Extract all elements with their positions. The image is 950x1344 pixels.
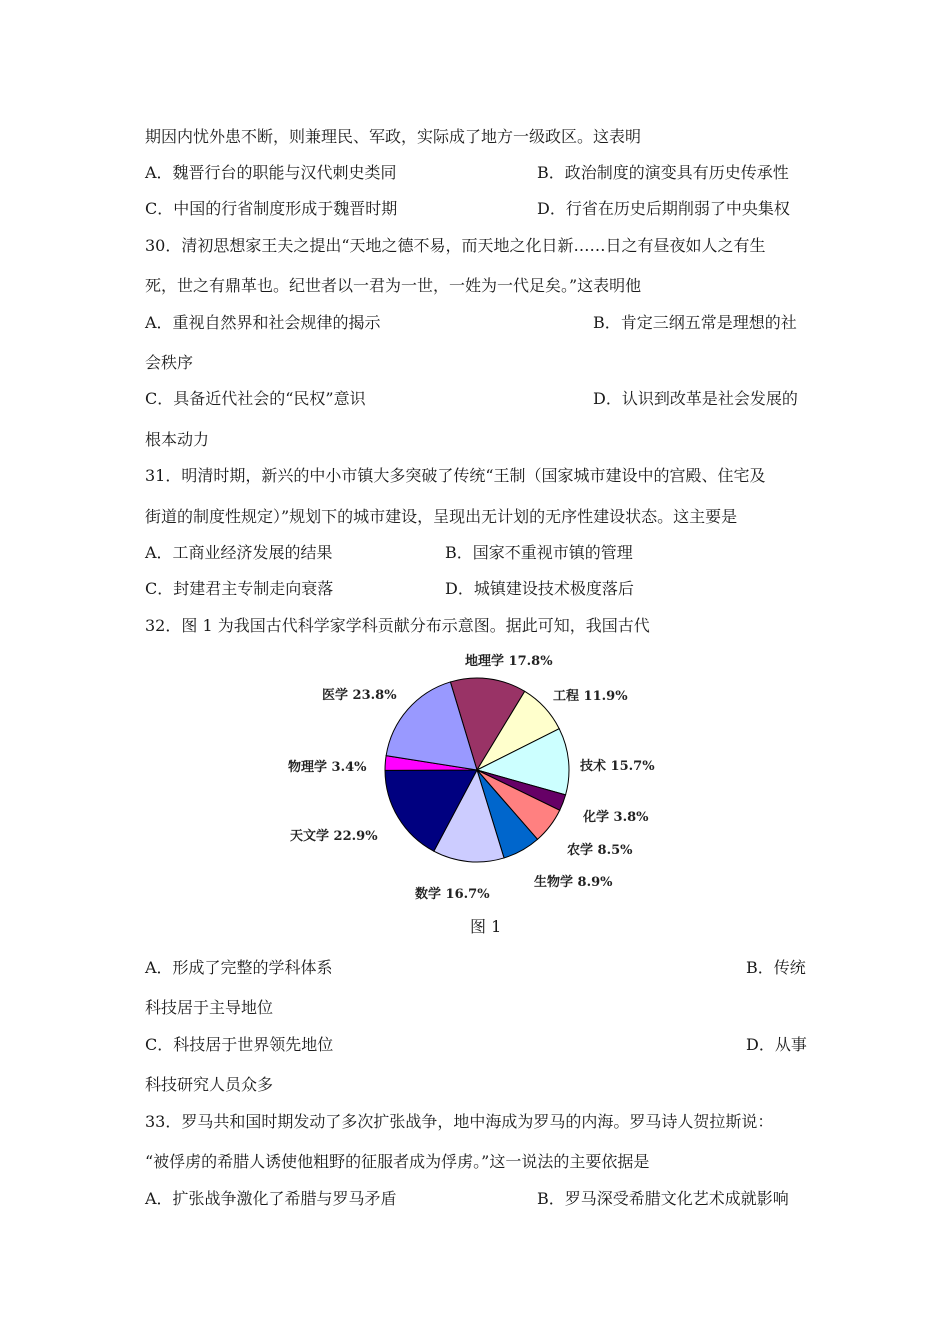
pie-slice-label: 农学 8.5% [567, 843, 633, 858]
option-a: A．重视自然界和社会规律的揭示 [145, 313, 381, 332]
pie-slice-label: 化学 3.8% [583, 810, 649, 825]
option-a: A．形成了完整的学科体系 [145, 958, 333, 977]
option-c: C．中国的行省制度形成于魏晋时期 [145, 199, 398, 218]
pie-slice-label: 技术 15.7% [580, 759, 655, 774]
question-33-line-2: “被俘虏的希腊人诱使他粗野的征服者成为俘虏。”这一说法的主要依据是 [145, 1152, 650, 1171]
figure-caption: 图 1 [470, 917, 502, 936]
pie-slice-label: 地理学 17.8% [465, 654, 553, 669]
doc-line: 期因内忧外患不断，则兼理民、军政，实际成了地方一级政区。这表明 [145, 127, 642, 146]
option-b: B．国家不重视市镇的管理 [445, 543, 633, 562]
question-31-line-2: 街道的制度性规定）”规划下的城市建设，呈现出无计划的无序性建设状态。这主要是 [145, 507, 738, 526]
option-b: B．肯定三纲五常是理想的社 [593, 313, 797, 332]
pie-chart [270, 640, 690, 910]
question-30-line-1: 30．清初思想家王夫之提出“天地之德不易，而天地之化日新……日之有昼夜如人之有生 [145, 236, 766, 255]
option-b: B．罗马深受希腊文化艺术成就影响 [537, 1189, 789, 1208]
question-32: 32．图 1 为我国古代科学家学科贡献分布示意图。据此可知，我国古代 [145, 616, 650, 635]
option-a: A．工商业经济发展的结果 [145, 543, 333, 562]
option-c: C．封建君主专制走向衰落 [145, 579, 334, 598]
option-d: D．从事 [746, 1035, 807, 1054]
option-d-continued: 科技研究人员众多 [145, 1075, 274, 1094]
pie-slice-label: 天文学 22.9% [290, 829, 378, 844]
option-b-continued: 科技居于主导地位 [145, 998, 274, 1017]
pie-slice-label: 物理学 3.4% [288, 760, 367, 775]
option-b: B．政治制度的演变具有历史传承性 [537, 163, 789, 182]
option-d: D．认识到改革是社会发展的 [593, 389, 798, 408]
pie-slice-label: 医学 23.8% [322, 688, 397, 703]
option-d: D．城镇建设技术极度落后 [445, 579, 634, 598]
option-d-continued: 根本动力 [145, 430, 210, 449]
option-b: B．传统 [746, 958, 806, 977]
option-a: A．扩张战争激化了希腊与罗马矛盾 [145, 1189, 397, 1208]
pie-slice-label: 生物学 8.9% [534, 875, 613, 890]
option-d: D．行省在历史后期削弱了中央集权 [537, 199, 790, 218]
option-c: C．科技居于世界领先地位 [145, 1035, 334, 1054]
pie-slice-label: 数学 16.7% [415, 887, 490, 902]
option-a: A．魏晋行台的职能与汉代刺史类同 [145, 163, 397, 182]
question-30-line-2: 死，世之有鼎革也。纪世者以一君为一世，一姓为一代足矣。”这表明他 [145, 276, 642, 295]
option-b-continued: 会秩序 [145, 353, 194, 372]
option-c: C．具备近代社会的“民权”意识 [145, 389, 366, 408]
question-31-line-1: 31．明清时期，新兴的中小市镇大多突破了传统“王制（国家城市建设中的宫殿、住宅及 [145, 466, 766, 485]
pie-chart-svg [270, 640, 690, 910]
pie-slice-label: 工程 11.9% [553, 689, 628, 704]
question-33-line-1: 33．罗马共和国时期发动了多次扩张战争，地中海成为罗马的内海。罗马诗人贺拉斯说： [145, 1112, 774, 1131]
